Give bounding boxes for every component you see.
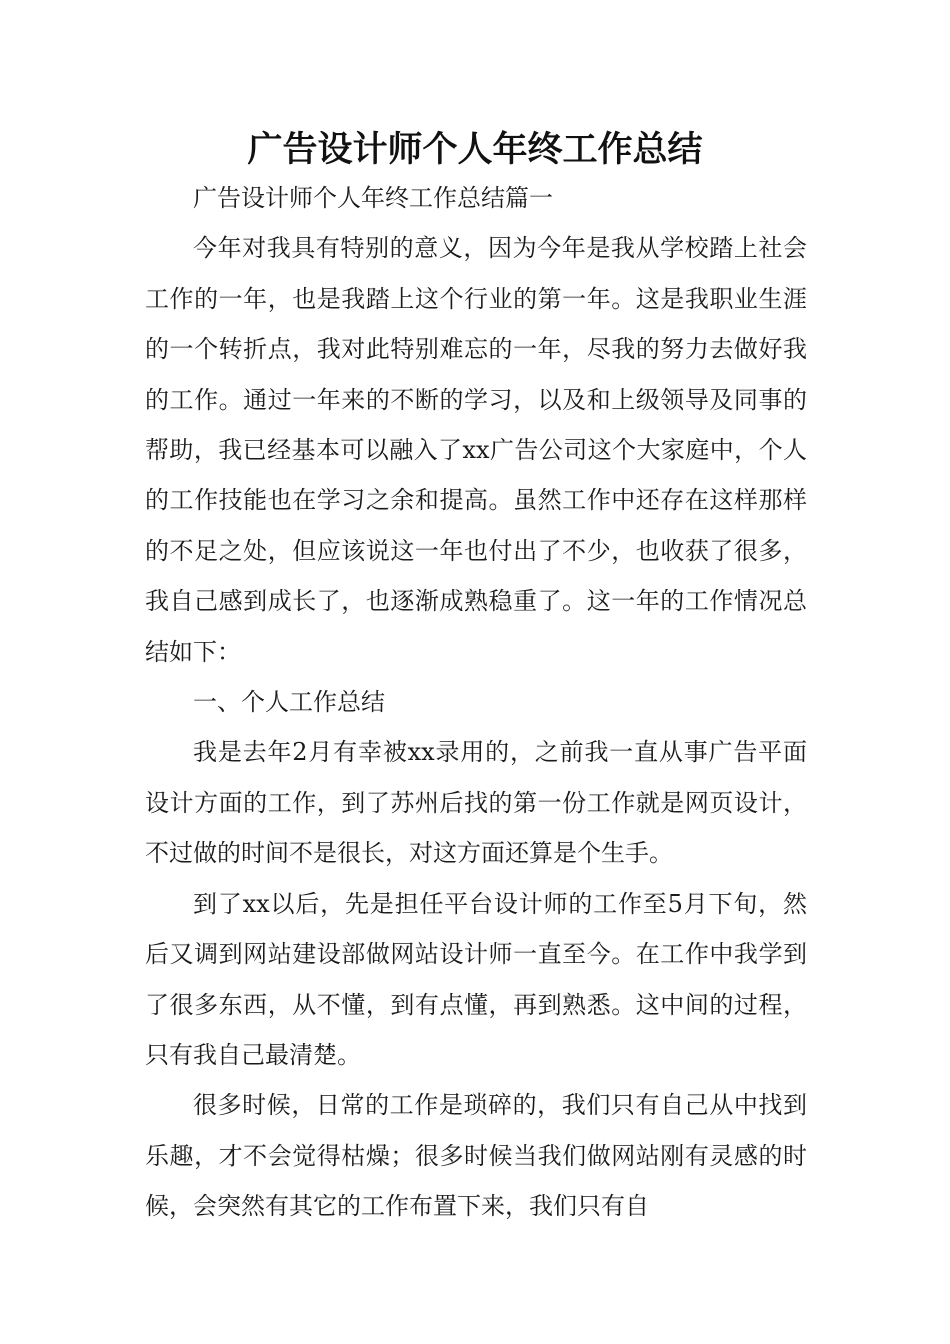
paragraph-background: 我是去年2月有幸被xx录用的，之前我一直从事广告平面设计方面的工作，到了苏州后找的第一份工作就是网页设计，不过做的时间不是很长，对这方面还算是个生手。 xyxy=(145,738,807,868)
section-heading: 广告设计师个人年终工作总结篇一 xyxy=(193,184,553,212)
document-body xyxy=(145,173,807,1232)
document-title: 广告设计师个人年终工作总结 xyxy=(247,130,703,170)
paragraph-role: 到了xx以后，先是担任平台设计师的工作至5月下旬，然后又调到网站建设部做网站设计师一直至今。在工作中我学到了很多东西，从不懂，到有点懂，再到熟悉。这中间的过程，只有我自己最清楚。 xyxy=(145,889,807,1069)
section-heading-personal-work: 一、个人工作总结 xyxy=(193,688,385,717)
paragraph-intro: 今年对我具有特别的意义，因为今年是我从学校踏上社会工作的一年，也是我踏上这个行业的第一年。这是我职业生涯的一个转折点，我对此特别难忘的一年，尽我的努力去做好我的工作。通过一年来的不断的学习，以及和上级领导及同事的帮助，我已经基本可以融入了xx广告公司这个大家庭中，个人的工作技能也在学习之余和提高。虽然工作中还存在这样那样的不足之处，但应该说这一年也付出了不少，也收获了很多，我自己感到成长了，也逐渐成熟稳重了。这一年的工作情况总结如下： xyxy=(145,234,807,666)
paragraph-daily-work: 很多时候，日常的工作是琐碎的，我们只有自己从中找到乐趣，才不会觉得枯燥；很多时候当我们做网站刚有灵感的时候，会突然有其它的工作布置下来，我们只有自 xyxy=(145,1091,807,1221)
